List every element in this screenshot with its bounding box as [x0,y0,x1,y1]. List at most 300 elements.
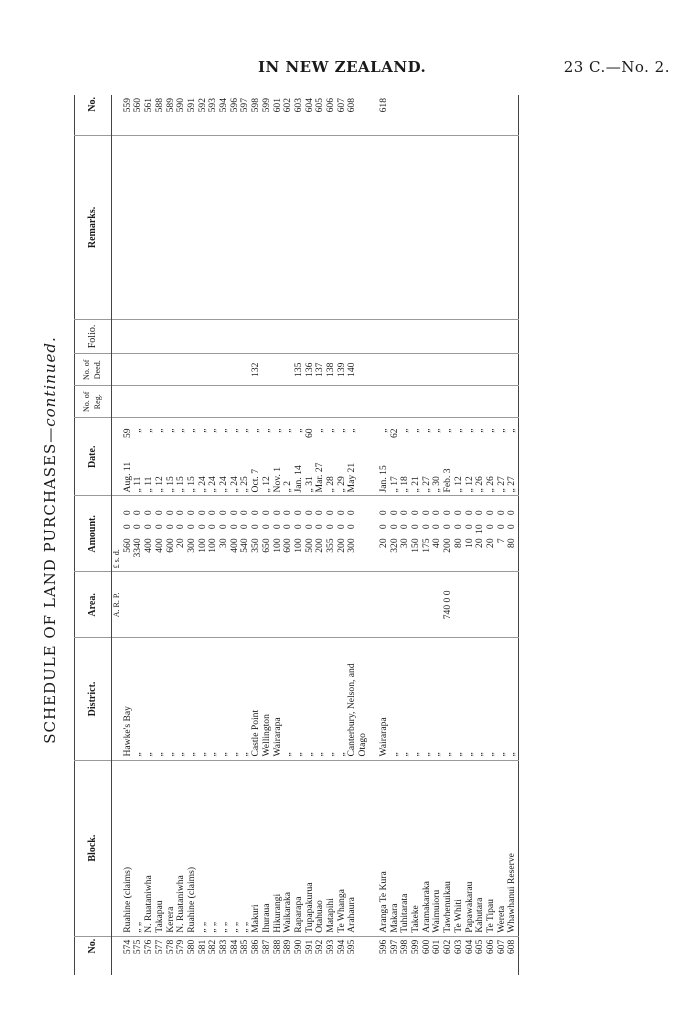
row-folio [411,319,422,353]
row-no: 606 [484,939,496,955]
row-no: 594 [335,939,347,955]
date-day: „ 11 [143,476,155,493]
date-day: Nov. 1 [271,466,283,493]
amount-s: 0 [495,524,507,530]
row-no-2 [486,95,497,136]
row-remarks [400,136,411,320]
table-row [262,95,273,975]
row-remarks [251,136,262,320]
row-area [262,572,273,638]
row-reg [400,386,411,418]
row-no: 579 [175,939,187,955]
row-block: Wereta [497,760,508,936]
row-no-2: 606 [326,95,337,136]
row-remarks [507,136,518,320]
table-row [475,95,486,975]
row-remarks [379,136,390,320]
table-row [465,95,476,975]
row-area [507,572,518,638]
amount-d: 0 [346,510,358,516]
amount-s: 0 [420,524,432,530]
amount-pounds: 300 [346,538,358,553]
amount-pounds: 600 [164,538,176,553]
row-no-2: 605 [315,95,326,136]
row-remarks [240,136,251,320]
row-block: N. Ruataniwha [144,760,155,936]
date-year: „ [132,428,144,433]
row-district: „ [305,638,316,760]
amount-d: 0 [495,510,507,516]
row-no: 584 [228,939,240,955]
date-year: „ [218,428,230,433]
row-area [187,572,198,638]
row-deed [465,354,476,386]
table-row [390,95,401,975]
row-no: 586 [250,939,262,955]
row-amount [390,496,401,572]
row-deed [390,354,401,386]
row-district: „ [198,638,209,760]
row-district: „ [133,638,144,760]
row-block: Tawhenuikau [443,760,454,936]
row-no-2: 597 [240,95,251,136]
row-reg [166,386,177,418]
row-no-2: 603 [294,95,305,136]
row-block: Ruahine (claims) [187,760,198,936]
row-no-2 [454,95,465,136]
row-reg [155,386,166,418]
amount-d: 0 [463,510,475,516]
date-day: „ 11 [132,476,144,493]
row-district: Castle Point [251,638,262,760]
row-folio [166,319,177,353]
row-district: „ [486,638,497,760]
row-amount [443,496,454,572]
row-block: Kahutara [475,760,486,936]
col-header-area: Area. [75,572,112,638]
amount-d: 0 [292,510,304,516]
row-remarks [305,136,316,320]
table-row [443,95,454,975]
row-area [123,572,134,638]
amount-s: 0 [452,524,464,530]
table-row [123,95,134,975]
row-no: 604 [463,939,475,955]
row-amount [144,496,155,572]
amount-d: 0 [196,510,208,516]
row-amount [347,496,368,572]
amount-d: 0 [185,510,197,516]
row-reg [273,386,284,418]
date-day: „ 26 [484,476,496,493]
amount-s: 0 [303,524,315,530]
row-no-2: 598 [251,95,262,136]
row-area [422,572,433,638]
row-no: 591 [303,939,315,955]
units-row [112,95,123,975]
row-block: Takapau [155,760,166,936]
row-folio [123,319,134,353]
amount-d: 0 [164,510,176,516]
row-area [208,572,219,638]
row-block: „ „ [240,760,251,936]
row-no-2: 604 [305,95,316,136]
date-year: „ [474,428,486,433]
table-row [454,95,465,975]
row-district: „ [432,638,443,760]
amount-s: 0 [314,524,326,530]
date-day: „ 12 [452,476,464,493]
date-day: „ 31 [303,476,315,493]
date-day: „ 25 [239,476,251,493]
row-block: Makuri [251,760,262,936]
row-deed [432,354,443,386]
row-no-2: 559 [123,95,134,136]
row-deed [155,354,166,386]
row-deed [176,354,187,386]
amount-s: 0 [388,524,400,530]
amount-d: 0 [314,510,326,516]
row-no-2: 602 [283,95,294,136]
row-block: Waimuioru [432,760,443,936]
date-day: „ 24 [228,476,240,493]
row-no: 583 [218,939,230,955]
row-no: 590 [292,939,304,955]
row-remarks [283,136,294,320]
row-area [166,572,177,638]
row-folio [240,319,251,353]
date-year: „ [207,428,219,433]
row-amount [475,496,486,572]
amount-d: 0 [335,510,347,516]
row-no-2: 593 [208,95,219,136]
date-year: „ [484,428,496,433]
row-no-2: 588 [155,95,166,136]
row-area [230,572,241,638]
row-amount [411,496,422,572]
row-amount [497,496,508,572]
amount-s: 0 [196,524,208,530]
date-year: „ [442,428,454,433]
date-day: Oct. 7 [250,468,262,493]
amount-pounds: 560 [121,538,133,553]
amount-d: 0 [442,510,454,516]
row-block: „ „ [198,760,209,936]
date-day: „ 12 [260,476,272,493]
date-year: „ [228,428,240,433]
row-amount [166,496,177,572]
row-reg [337,386,348,418]
row-district: „ [390,638,401,760]
date-day: „ 12 [153,476,165,493]
table-row [155,95,166,975]
date-year: „ [335,428,347,433]
row-amount [315,496,326,572]
row-folio [198,319,209,353]
date-year: „ [495,428,507,433]
row-folio [347,319,368,353]
row-area [283,572,294,638]
row-reg [326,386,337,418]
table-row [326,95,337,975]
row-no-2: 601 [273,95,284,136]
row-no: 601 [431,939,443,955]
row-no: 580 [185,939,197,955]
row-deed [166,354,177,386]
amount-s: 0 [218,524,230,530]
col-header-block: Block. [75,760,112,936]
amount-pounds: 150 [409,538,421,553]
row-area [133,572,144,638]
area-units: A. R. P. [112,572,123,638]
table-row [208,95,219,975]
row-no-2 [443,95,454,136]
date-year: „ [399,428,411,433]
row-no: 578 [164,939,176,955]
date-day: „ 24 [196,476,208,493]
row-folio [230,319,241,353]
row-block: N. Ruataniwha [176,760,187,936]
date-day: Jan. 14 [292,465,304,493]
row-remarks [155,136,166,320]
row-area [326,572,337,638]
row-no: 608 [506,939,518,955]
amount-s: 0 [292,524,304,530]
amount-pounds: 200 [335,538,347,553]
row-reg [315,386,326,418]
row-remarks [187,136,198,320]
row-area [497,572,508,638]
row-district: „ [176,638,187,760]
row-amount [507,496,518,572]
row-district: „ [155,638,166,760]
amount-s: 0 [207,524,219,530]
row-folio [144,319,155,353]
row-deed [507,354,518,386]
amount-pounds: 100 [207,538,219,553]
row-district: „ [240,638,251,760]
date-day: „ 26 [474,476,486,493]
table-row [305,95,316,975]
col-header-folio: Folio. [75,319,112,353]
row-folio [294,319,305,353]
row-amount [379,496,390,572]
date-year: „ [314,428,326,433]
amount-s: 0 [377,524,389,530]
table-row [486,95,497,975]
row-remarks [315,136,326,320]
col-header-deed: No. of Deed. [75,354,112,386]
row-amount [133,496,144,572]
row-block: Tupapakurua [305,760,316,936]
table-row [422,95,433,975]
row-folio [379,319,390,353]
amount-pounds: 500 [303,538,315,553]
date-day: „ 17 [388,476,400,493]
row-folio [315,319,326,353]
amount-pounds: 400 [228,538,240,553]
date-day: „ 27 [506,476,518,493]
amount-d: 0 [303,510,315,516]
amount-units: £ s. d. [112,496,123,572]
row-reg [507,386,518,418]
amount-pounds: 100 [196,538,208,553]
amount-pounds: 175 [420,538,432,553]
row-block: Ruahine (claims) [123,760,134,936]
row-folio [219,319,230,353]
row-area [273,572,284,638]
row-block: Te Whiti [454,760,465,936]
row-remarks [262,136,273,320]
table-row [166,95,177,975]
page-number: 23 C.—No. 2. [563,58,670,76]
row-no-2: 607 [337,95,348,136]
date-day: „ 30 [431,476,443,493]
amount-s: 0 [260,524,272,530]
table-row [432,95,443,975]
amount-pounds: 80 [506,538,518,548]
date-year: „ [153,428,165,433]
amount-d: 0 [484,510,496,516]
amount-s: 0 [282,524,294,530]
amount-pounds: 600 [282,538,294,553]
amount-pounds: 300 [185,538,197,553]
row-district: „ [230,638,241,760]
amount-d: 0 [121,510,133,516]
row-amount [208,496,219,572]
row-block: Takeke [411,760,422,936]
row-deed [133,354,144,386]
row-remarks [347,136,368,320]
row-block: Raparapa [294,760,305,936]
row-deed [400,354,411,386]
row-deed [144,354,155,386]
row-folio [283,319,294,353]
date-day: „ 24 [218,476,230,493]
row-remarks [166,136,177,320]
row-district: „ [400,638,411,760]
date-day: „ 2 [282,480,294,493]
amount-pounds: 355 [325,538,337,553]
date-year: „ [271,428,283,433]
row-deed [475,354,486,386]
amount-s: 0 [335,524,347,530]
row-reg [486,386,497,418]
row-block: „ „ [208,760,219,936]
row-deed [273,354,284,386]
amount-d: 0 [271,510,283,516]
table-row [273,95,284,975]
amount-s: 0 [484,524,496,530]
row-amount [155,496,166,572]
table-row [507,95,518,975]
amount-d: 0 [506,510,518,516]
col-header-date: Date. [75,418,112,496]
row-area [315,572,326,638]
amount-pounds: 20 [474,538,486,548]
row-reg [123,386,134,418]
row-block: Hikurangi [273,760,284,936]
amount-pounds: 40 [431,538,443,548]
row-no-2 [422,95,433,136]
row-area [294,572,305,638]
row-no: 588 [271,939,283,955]
date-day: „ 29 [335,476,347,493]
date-day: „ 27 [495,476,507,493]
table-row [240,95,251,975]
date-year: „ [175,428,187,433]
row-deed: 138 [326,354,337,386]
row-area [454,572,465,638]
row-no: 582 [207,939,219,955]
row-remarks [486,136,497,320]
row-no-2 [400,95,411,136]
row-no: 597 [388,939,400,955]
row-deed [208,354,219,386]
row-area [379,572,390,638]
row-amount [432,496,443,572]
row-reg [432,386,443,418]
row-folio [390,319,401,353]
date-day: „ 18 [399,476,411,493]
row-folio [422,319,433,353]
row-folio [454,319,465,353]
amount-pounds: 320 [388,538,400,553]
row-area [251,572,262,638]
amount-pounds: 540 [239,538,251,553]
row-no-2: 589 [166,95,177,136]
row-date [379,418,390,496]
row-amount [326,496,337,572]
land-purchases-table [74,95,519,975]
row-district: „ [422,638,433,760]
date-year: „ [452,428,464,433]
date-year: „ [325,428,337,433]
amount-s: 0 [409,524,421,530]
amount-pounds: 20 [484,538,496,548]
table-body [112,95,519,975]
date-day: „ 12 [463,476,475,493]
row-deed: 132 [251,354,262,386]
amount-d: 0 [250,510,262,516]
row-date [155,418,166,496]
row-block: Aranga Te Kura [379,760,390,936]
row-amount [400,496,411,572]
amount-pounds: 7 [495,538,507,544]
amount-d: 0 [431,510,443,516]
table-row [400,95,411,975]
row-folio [486,319,497,353]
row-remarks [326,136,337,320]
row-deed [379,354,390,386]
row-folio [432,319,443,353]
amount-s: 0 [239,524,251,530]
row-no-2 [432,95,443,136]
amount-pounds: 80 [452,538,464,548]
row-no: 581 [196,939,208,955]
row-remarks [497,136,508,320]
row-block: „ „ [219,760,230,936]
amount-s: 0 [325,524,337,530]
date-day: „ 15 [175,476,187,493]
date-day: May 21 [346,462,358,493]
row-reg [390,386,401,418]
amount-pounds: 100 [271,538,283,553]
amount-pounds: 400 [143,538,155,553]
row-no-2 [465,95,476,136]
row-area [155,572,166,638]
row-district: Wellington [262,638,273,760]
